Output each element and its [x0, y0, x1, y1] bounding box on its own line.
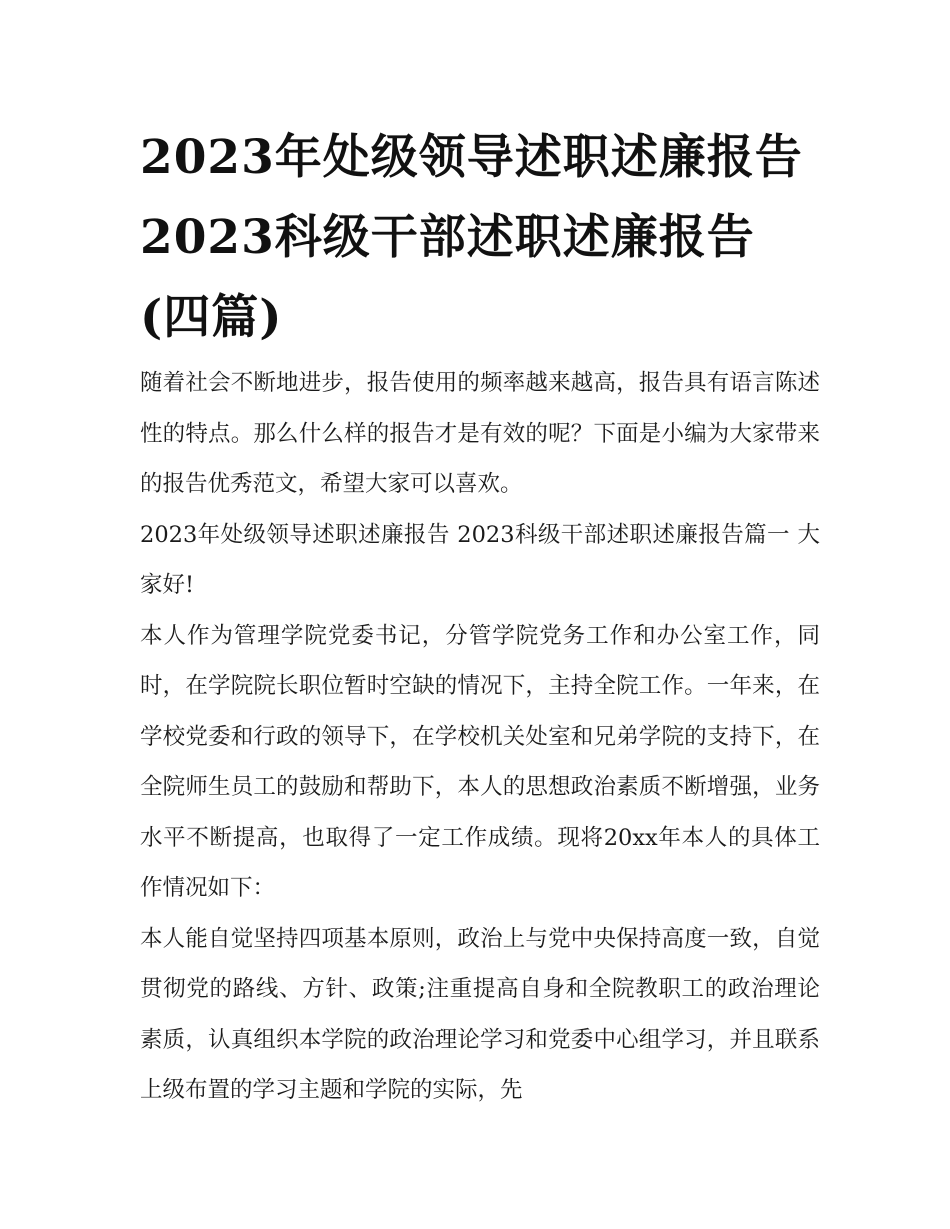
document-body: [140, 358, 820, 1116]
document-title: [140, 118, 830, 358]
title-line-3: (四篇): [140, 290, 283, 345]
title-line-1: 2023年处级领导述职述廉报告: [140, 130, 803, 185]
title-line-2: 2023科级干部述职述廉报告: [140, 210, 755, 265]
intro-paragraph: 随着社会不断地进步，报告使用的频率越来越高，报告具有语言陈述性的特点。那么什么样的报告才是有效的呢？下面是小编为大家带来的报告优秀范文，希望大家可以喜欢。: [140, 370, 820, 497]
body-paragraph: 本人能自觉坚持四项基本原则，政治上与党中央保持高度一致，自觉贯彻党的路线、方针、政策;注重提高自身和全院教职工的政治理论素质，认真组织本学院的政治理论学习和党委中心组学习，并且联系上级布置的学习主题和学院的实际，先: [140, 925, 820, 1103]
section-heading-paragraph: 2023年处级领导述职述廉报告 2023科级干部述职述廉报告篇一 大家好!: [140, 521, 820, 598]
body-paragraph: 本人作为管理学院党委书记，分管学院党务工作和办公室工作，同时，在学院院长职位暂时空缺的情况下，主持全院工作。一年来，在学校党委和行政的领导下，在学校机关处室和兄弟学院的支持下，在全院师生员工的鼓励和帮助下，本人的思想政治素质不断增强，业务水平不断提高，也取得了一定工作成绩。现将20xx年本人的具体工作情况如下：: [140, 622, 820, 901]
